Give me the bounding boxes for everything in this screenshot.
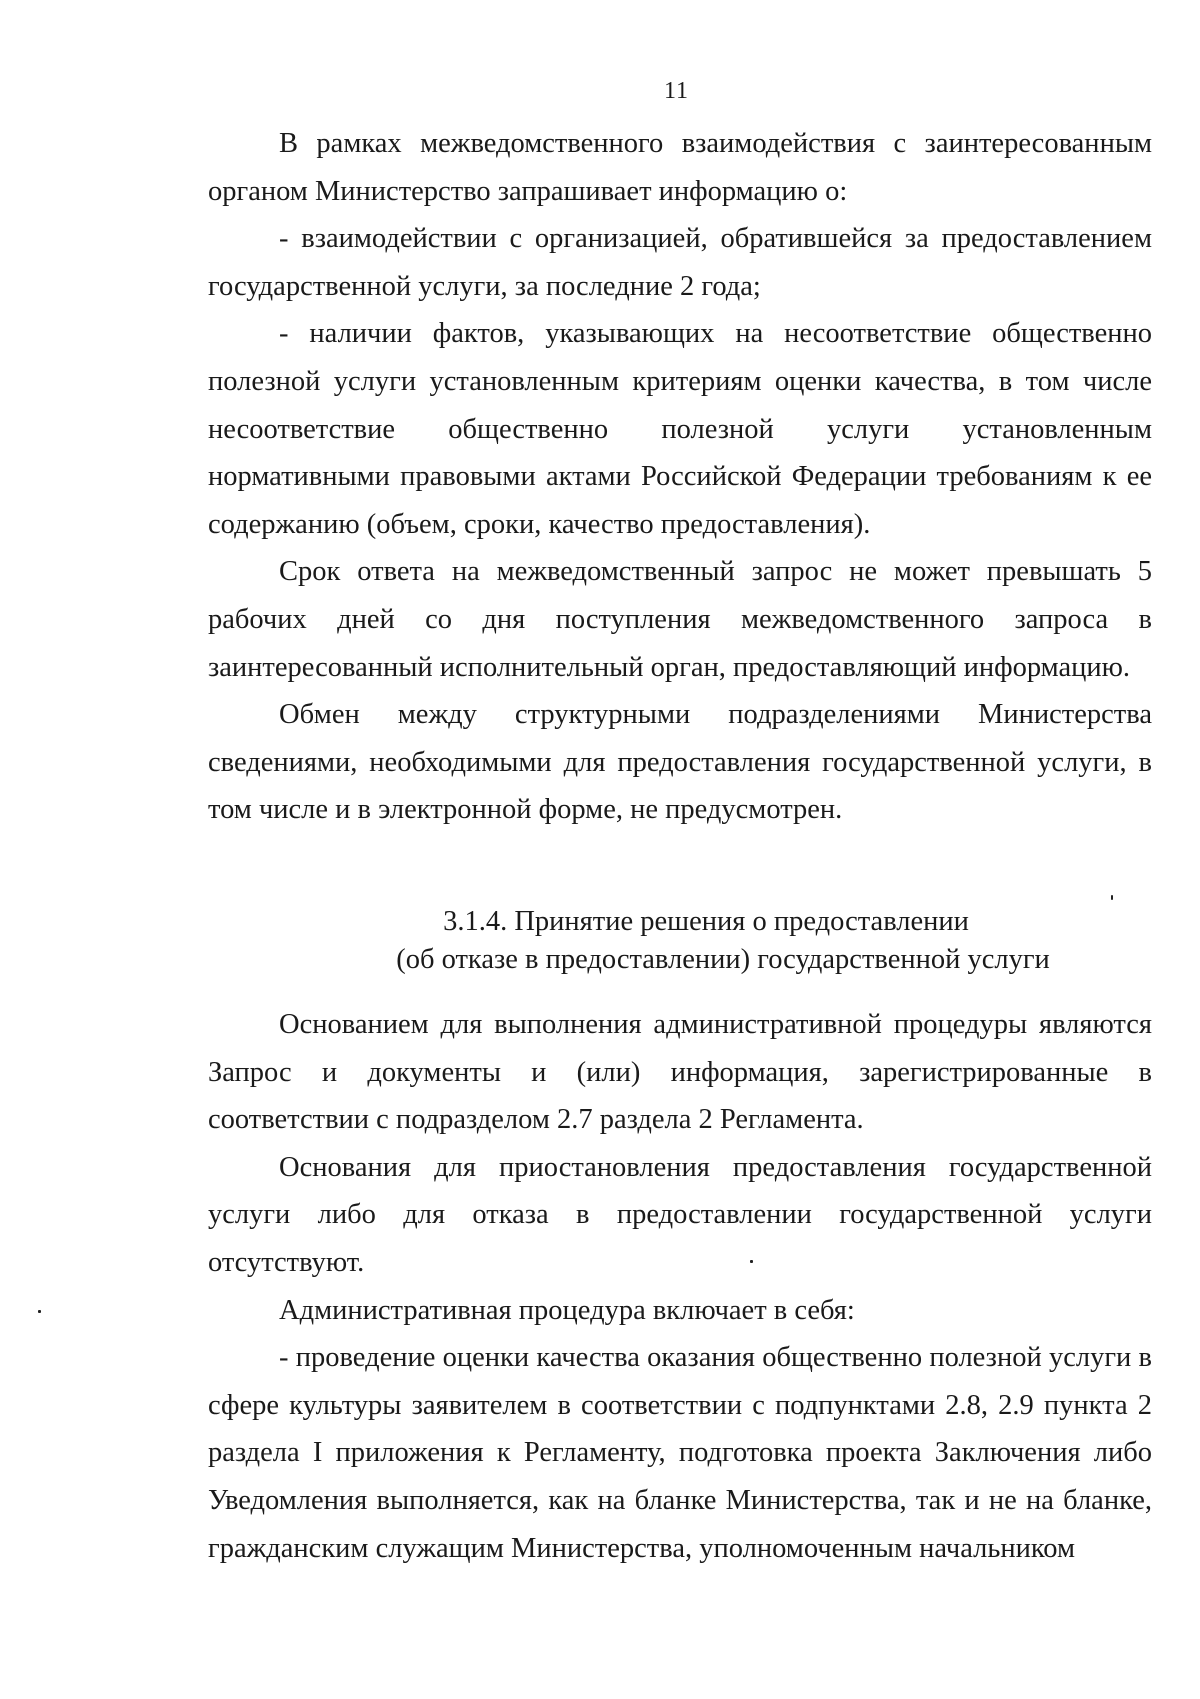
paragraph-facts-item: - наличии фактов, указывающих на несоответствие общественно полезной услуги установленным критериям оценки качества, в том числе несоответствие общественно полезной услуги установленным нормативными правовыми актами Российской Федерации требованиям к ее содержанию (объем, сроки, качество предоставления). [208, 318, 1152, 540]
paragraph-quality-assessment: - проведение оценки качества оказания общественно полезной услуги в сфере культуры заявителем в соответствии с подпунктами 2.8, 2.9 пункта 2 раздела I приложения к Регламенту, подготовка проекта Заключения либо Уведомления выполняется, как на бланке Министерства, так и не на бланке, гражданским служащим Министерства, уполномоченным начальником [208, 1342, 1152, 1564]
scan-speck [750, 1260, 753, 1263]
paragraph-grounds: Основания для приостановления предоставления государственной услуги либо для отказа в предоставлении государственной услуги отсутствуют. [208, 1151, 1152, 1278]
scan-speck [1111, 895, 1113, 900]
paragraph-interaction-item: - взаимодействии с организацией, обратившейся за предоставлением государственной услуги, за последние 2 года; [208, 223, 1152, 302]
body-text-lower [208, 1001, 1152, 1572]
section-heading [208, 903, 1152, 979]
body-text-upper [208, 120, 1152, 834]
paragraph-response-deadline: Срок ответа на межведомственный запрос не может превышать 5 рабочих дней со дня поступления межведомственного запроса в заинтересованный исполнительный орган, предоставляющий информацию. [208, 556, 1152, 683]
paragraph-procedure-includes: Административная процедура включает в себя: [279, 1294, 855, 1326]
page-number: 11 [663, 78, 690, 104]
section-heading-line2: (об отказе в предоставлении) государственной услуги [396, 944, 1050, 975]
paragraph-interagency-request: В рамках межведомственного взаимодействия с заинтересованным органом Министерство запрашивает информацию о: [208, 128, 1152, 207]
paragraph-basis: Основанием для выполнения административной процедуры являются Запрос и документы и (или) информация, зарегистрированные в соответствии с подразделом 2.7 раздела 2 Регламента. [208, 1009, 1152, 1136]
scan-speck [38, 1310, 41, 1313]
paragraph-exchange: Обмен между структурными подразделениями Министерства сведениями, необходимыми для предоставления государственной услуги, в том числе и в электронной форме, не предусмотрен. [208, 699, 1152, 826]
section-heading-line1: 3.1.4. Принятие решения о предоставлении [443, 906, 969, 937]
